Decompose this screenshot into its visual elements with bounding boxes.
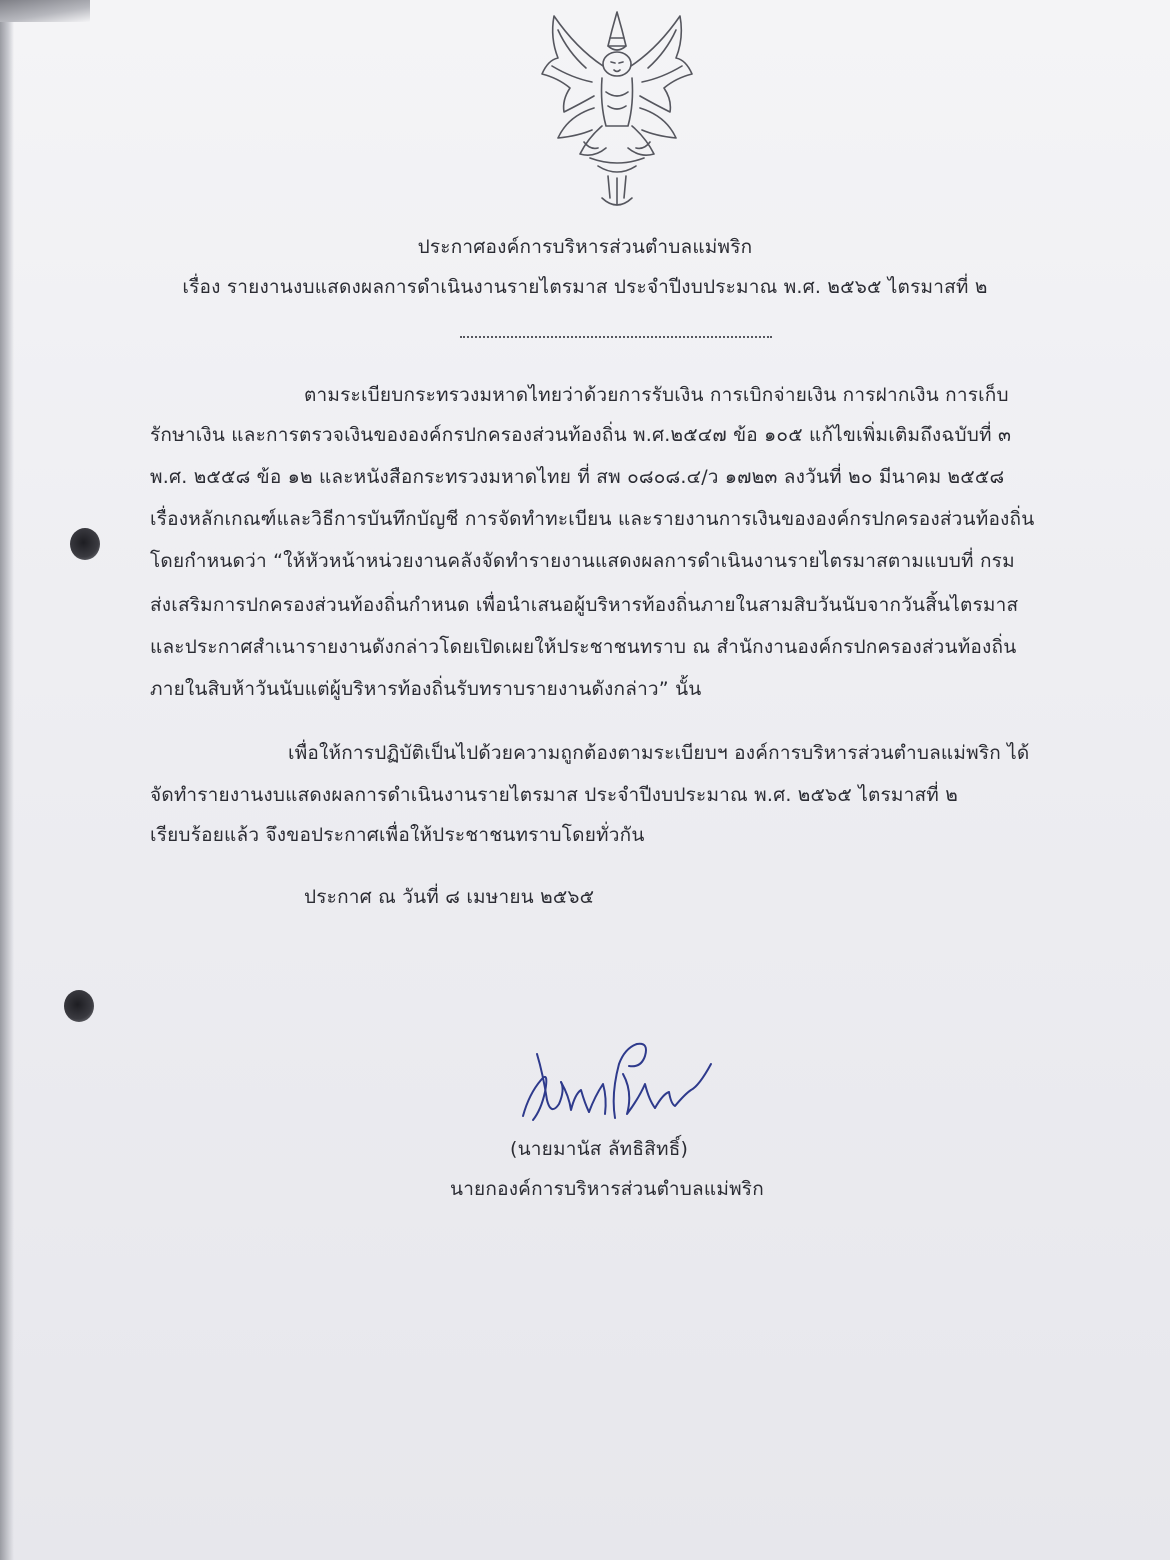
- paragraph1-line: รักษาเงิน และการตรวจเงินขององค์กรปกครองส่วนท้องถิ่น พ.ศ.๒๕๔๗ ข้อ ๑๐๕ แก้ไขเพิ่มเติมถึงฉบับที่ ๓: [150, 424, 1012, 446]
- paragraph1-line: ภายในสิบห้าวันนับแต่ผู้บริหารท้องถิ่นรับทราบรายงานดังกล่าว” นั้น: [150, 678, 702, 700]
- paragraph1-line: ตามระเบียบกระทรวงมหาดไทยว่าด้วยการรับเงิน การเบิกจ่ายเงิน การฝากเงิน การเก็บ: [304, 384, 1009, 406]
- paragraph1-line: เรื่องหลักเกณฑ์และวิธีการบันทึกบัญชี การจัดทำทะเบียน และรายงานการเงินขององค์กรปกครองส่วนท้องถิ่น: [150, 508, 1035, 530]
- announcement-subject: เรื่อง รายงานงบแสดงผลการดำเนินงานรายไตรมาส ประจำปีงบประมาณ พ.ศ. ๒๕๖๕ ไตรมาสที่ ๒: [182, 276, 988, 298]
- signer-name: (นายมานัส ลัทธิสิทธิ์): [510, 1138, 689, 1160]
- dotted-separator: [460, 336, 772, 338]
- garuda-emblem-icon: [528, 8, 706, 216]
- signer-position: นายกองค์การบริหารส่วนตำบลแม่พริก: [450, 1178, 764, 1200]
- punch-hole-top: [70, 528, 100, 560]
- announcement-date: ประกาศ ณ วันที่ ๘ เมษายน ๒๕๖๕: [304, 886, 595, 908]
- punch-hole-bottom: [64, 990, 94, 1022]
- paragraph2-line: เพื่อให้การปฏิบัติเป็นไปด้วยความถูกต้องตามระเบียบฯ องค์การบริหารส่วนตำบลแม่พริก ได้: [288, 742, 1030, 764]
- signature-image: [515, 1034, 715, 1130]
- paragraph1-line: พ.ศ. ๒๕๕๘ ข้อ ๑๒ และหนังสือกระทรวงมหาดไทย ที่ สพ ๐๘๐๘.๔/ว ๑๗๒๓ ลงวันที่ ๒๐ มีนาคม ๒๕๕๘: [150, 466, 1005, 488]
- paragraph1-line: ส่งเสริมการปกครองส่วนท้องถิ่นกำหนด เพื่อนำเสนอผู้บริหารท้องถิ่นภายในสามสิบวันนับจากวันสิ้นไตรมาส: [150, 594, 1019, 616]
- paragraph2-line: จัดทำรายงานงบแสดงผลการดำเนินงานรายไตรมาส ประจำปีงบประมาณ พ.ศ. ๒๕๖๕ ไตรมาสที่ ๒: [150, 784, 958, 806]
- page-corner-fold: [0, 0, 90, 22]
- paragraph1-line: โดยกำหนดว่า “ให้หัวหน้าหน่วยงานคลังจัดทำรายงานแสดงผลการดำเนินงานรายไตรมาสตามแบบที่ กรม: [150, 550, 1015, 572]
- announcement-title: ประกาศองค์การบริหารส่วนตำบลแม่พริก: [417, 236, 753, 258]
- paragraph1-line: และประกาศสำเนารายงานดังกล่าวโดยเปิดเผยให้ประชาชนทราบ ณ สำนักงานองค์กรปกครองส่วนท้องถิ่น: [150, 636, 1017, 658]
- paragraph2-line: เรียบร้อยแล้ว จึงขอประกาศเพื่อให้ประชาชนทราบโดยทั่วกัน: [150, 824, 645, 846]
